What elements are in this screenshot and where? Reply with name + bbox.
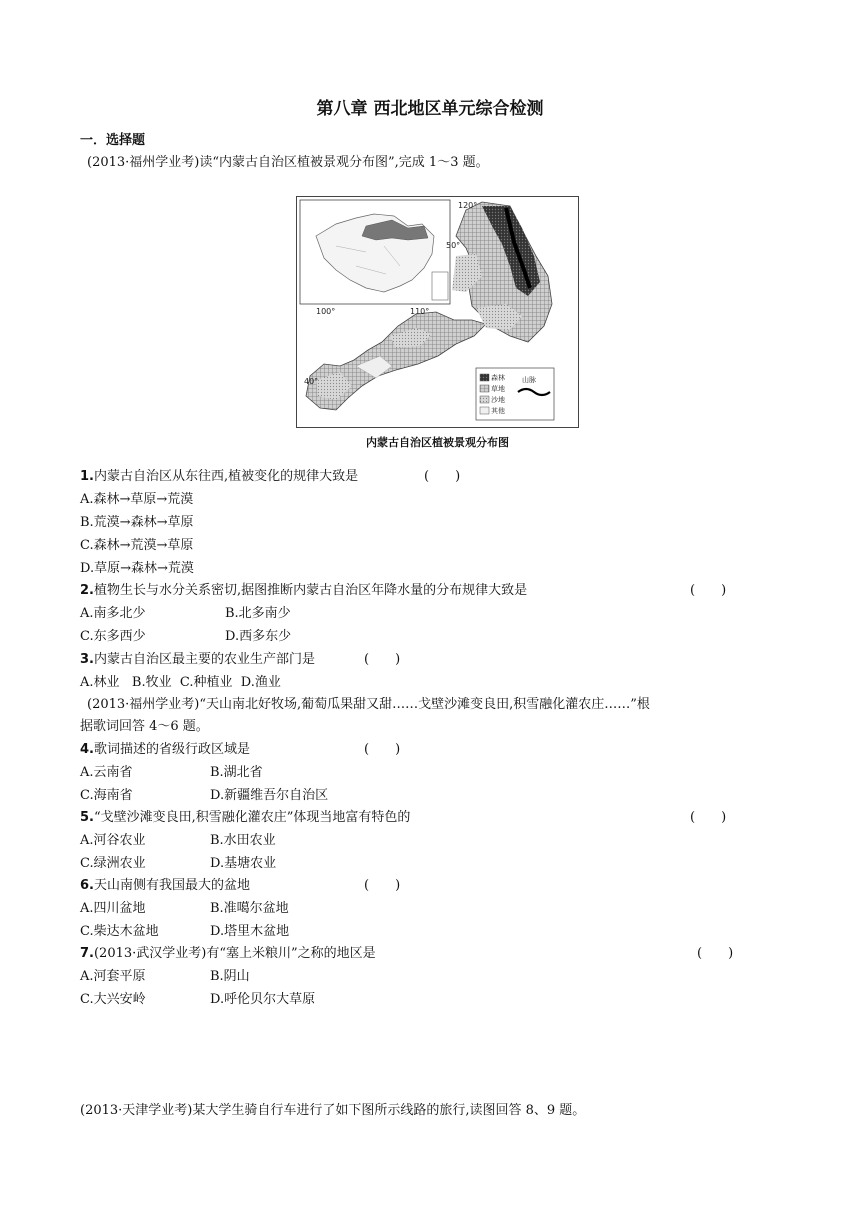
answer-paren-7: ( ) (697, 946, 734, 961)
option-4a: A.云南省 (80, 765, 133, 780)
option-2d: D.西多东少 (225, 629, 292, 644)
lon-label-100: 100° (316, 307, 336, 316)
intro-2-line-1: (2013·福州学业考)“天山南北好牧场,葡萄瓜果甜又甜……戈壁沙滩变良田,积雪融化灌农庄……”根 (87, 697, 650, 712)
question-3: 3.内蒙古自治区最主要的农业生产部门是 (80, 652, 315, 667)
question-7: 7.(2013·武汉学业考)有“塞上米粮川”之称的地区是 (80, 946, 376, 961)
figure-caption: 内蒙古自治区植被景观分布图 (366, 436, 509, 449)
question-1: 1.内蒙古自治区从东往西,植被变化的规律大致是 (80, 469, 359, 484)
option-4c: C.海南省 (80, 788, 133, 803)
answer-paren-2: ( ) (690, 583, 727, 598)
answer-paren-4: ( ) (364, 742, 401, 757)
question-4: 4.歌词描述的省级行政区域是 (80, 742, 250, 757)
lon-label-120: 120° (458, 201, 478, 210)
option-6d: D.塔里木盆地 (210, 924, 290, 939)
option-7a: A.河套平原 (80, 969, 146, 984)
intro-3: (2013·天津学业考)某大学生骑自行车进行了如下图所示线路的旅行,读图回答 8、9 题。 (80, 1103, 586, 1118)
option-7c: C.大兴安岭 (80, 992, 146, 1007)
option-2a: A.南多北少 (80, 606, 146, 621)
page-title: 第八章 西北地区单元综合检测 (316, 99, 544, 119)
option-1d: D.草原→森林→荒漠 (80, 561, 194, 576)
question-6: 6.天山南侧有我国最大的盆地 (80, 878, 250, 893)
question-5: 5.“戈壁沙滩变良田,积雪融化灌农庄”体现当地富有特色的 (80, 810, 411, 825)
legend-forest: 森林 (491, 374, 505, 382)
vegetation-map (296, 196, 579, 428)
option-7b: B.阴山 (210, 969, 250, 984)
option-5a: A.河谷农业 (80, 833, 146, 848)
answer-paren-6: ( ) (364, 878, 401, 893)
options-3: A.林业 B.牧业 C.种植业 D.渔业 (80, 675, 281, 690)
lat-label-50: 50° (446, 241, 461, 250)
answer-paren-5: ( ) (690, 810, 727, 825)
answer-paren-3: ( ) (364, 652, 401, 667)
option-2c: C.东多西少 (80, 629, 146, 644)
option-2b: B.北多南少 (225, 606, 291, 621)
legend-sandy: 沙地 (491, 396, 505, 404)
option-6a: A.四川盆地 (80, 901, 146, 916)
option-1b: B.荒漠→森林→草原 (80, 515, 194, 530)
option-4d: D.新疆维吾尔自治区 (210, 788, 329, 803)
legend-mountain: 山脉 (522, 376, 536, 384)
option-5b: B.水田农业 (210, 833, 276, 848)
answer-paren-1: ( ) (424, 469, 461, 484)
section-heading: 一．选择题 (80, 133, 146, 148)
option-1a: A.森林→草原→荒漠 (80, 492, 194, 507)
option-7d: D.呼伦贝尔大草原 (210, 992, 316, 1007)
option-1c: C.森林→荒漠→草原 (80, 538, 194, 553)
legend-grassland: 草地 (491, 385, 505, 393)
lat-label-40: 40° (304, 377, 319, 386)
option-6c: C.柴达木盆地 (80, 924, 159, 939)
lon-label-110: 110° (410, 307, 430, 316)
option-4b: B.湖北省 (210, 765, 263, 780)
legend-other: 其他 (491, 407, 505, 415)
intro-1: (2013·福州学业考)读“内蒙古自治区植被景观分布图”,完成 1～3 题。 (87, 155, 489, 170)
option-5c: C.绿洲农业 (80, 856, 146, 871)
intro-2-line-2: 据歌词回答 4～6 题。 (80, 719, 209, 734)
option-5d: D.基塘农业 (210, 856, 277, 871)
question-2: 2.植物生长与水分关系密切,据图推断内蒙古自治区年降水量的分布规律大致是 (80, 583, 528, 598)
option-6b: B.准噶尔盆地 (210, 901, 289, 916)
